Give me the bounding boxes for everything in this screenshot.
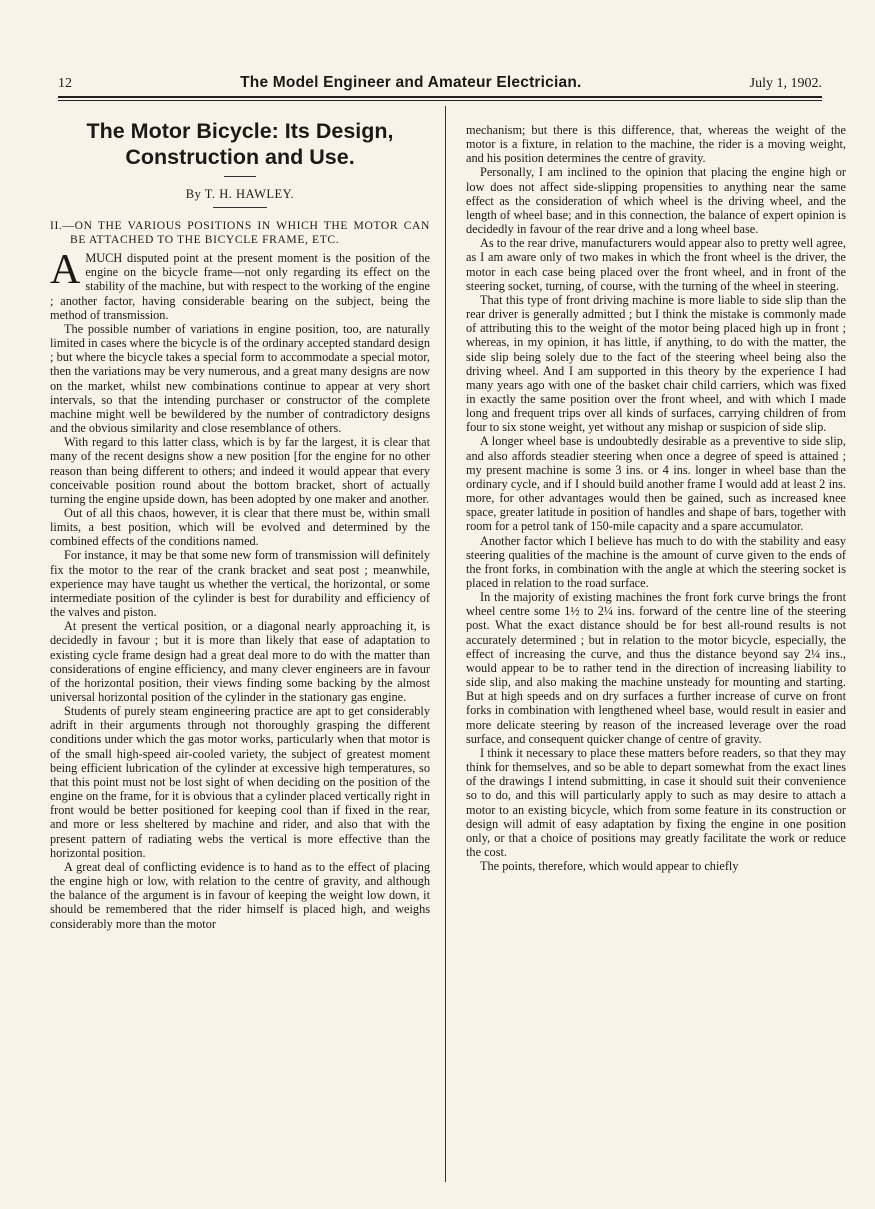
journal-title: The Model Engineer and Amateur Electrician. [240, 74, 582, 91]
byline: By T. H. HAWLEY. [185, 187, 295, 201]
page-number: 12 [58, 76, 72, 91]
paragraph: A longer wheel base is undoubtedly desirable as a preventive to side slip, and also affords steadier steering when once a degree of speed is attained ; my present machine is some 3 ins. or 4 ins. longer in wheel base than the ordinary cycle, and if I should build another frame I would add at least 2 ins. more, for other advantages would then be gained, such as increased knee space, greater latitude in position of handles and shape of bars, together with room for a petrol tank of 150-mile capacity and a spare accumulator. [466, 434, 846, 534]
paragraph: I think it necessary to place these matters before readers, so that they may think for themselves, and so be able to depart somewhat from the exact lines of the drawings I intend submitting, in case it should suit their convenience so to do, and this will particularly apply to such as may desire to attach a motor to an existing bicycle, which from some feature in its construction or design will admit of easy adaptation by fixing the engine in one position only, or that a choice of positions may greatly facilitate the work or reduce the cost. [466, 745, 846, 859]
paragraph: Another factor which I believe has much to do with the stability and easy steering qualities of the machine is the amount of curve given to the ends of the front forks, in combination with the angle at which the steering socket is placed in relation to the road surface. [466, 533, 846, 590]
header-rule-thick [58, 96, 822, 98]
paragraph: At present the vertical position, or a diagonal nearly approaching it, is decidedly in favour ; but it is more than likely that ease of adaptation to existing cycle frame design had a great deal more to do with the matter than considerations of engine efficiency, and many clever engineers are in favour of the horizontal position, their views finding some backing by the almost universal horizontal position of the cylinder in the stationary gas engine. [50, 619, 430, 704]
paragraph: For instance, it may be that some new form of transmission will definitely fix the motor to the rear of the crank bracket and seat post ; meanwhile, experience may have taught us whether the vertical, the horizontal, or some intermediate position of the cylinder is best for durability and efficiency of the valves and piston. [50, 548, 430, 620]
right-column [466, 123, 846, 873]
paragraph: The possible number of variations in engine position, too, are naturally limited in cases where the bicycle is of the ordinary accepted standard design ; but where the bicycle takes a special form to accommodate a special motor, then the variations may be very numerous, and a great many designs are now on the market, whilst new combinations continue to appear at very short intervals, so that the intending purchaser or constructor of the complete machine might well be bewildered by the number of contradictory designs and the obvious similarity and close resemblance of others. [50, 321, 430, 436]
first-paragraph-text: MUCH disputed point at the present moment is the position of the engine on the bicycle frame—not only regarding its effect on the stability of the machine, but with respect to the working of the engine ; another factor, having considerable bearing on the subject, being the method of transmission. [50, 251, 430, 322]
column-divider [445, 106, 446, 1182]
section-heading: II.—ON THE VARIOUS POSITIONS IN WHICH THE MOTOR CAN BE ATTACHED TO THE BICYCLE FRAME, ETC. [50, 219, 430, 247]
title-rule [224, 176, 256, 177]
running-header [58, 74, 822, 94]
issue-date: July 1, 1902. [749, 76, 822, 91]
paragraph: With regard to this latter class, which is by far the largest, it is clear that many of the recent designs show a new position [for the engine for no other reason than being different to others; and indeed it would appear that every conceivable position round about the bottom bracket, short of actually turning the engine upside down, has been adopted by one maker and another. [50, 435, 430, 506]
paragraph: In the majority of existing machines the front fork curve brings the front wheel centre some 1½ to 2¼ ins. forward of the centre line of the steering post. What the exact distance should be for best all-round results is not accurately determined ; but in relation to the motor bicycle, especially, the effect of increasing the curve, and thus the distance beyond say 2¼ ins., would appear to be to rather tend in the direction of increasing liability to side slip, and also making the machine unsteady for mounting and starting. But at high speeds and on dry surfaces a further increase of curve on front forks in combination with lengthened wheel base, would result in easier and more delicate steering by reason of the increased leverage over the road surface, and consequent quicker change of centre of gravity. [466, 590, 846, 746]
paragraph: Personally, I am inclined to the opinion that placing the engine high or low does not affect side-slipping propensities to anything near the same effect as the consideration of which wheel is the driving wheel, and the length of wheel base; and in this connection, the balance of expert opinion is decidedly in favour of the rear drive and a long wheel base. [466, 165, 846, 237]
header-rule-thin [58, 100, 822, 101]
article-title: The Motor Bicycle: Its Design, Construction and Use. [86, 119, 394, 169]
paragraph: The points, therefore, which would appear to chiefly [480, 859, 739, 874]
paragraph: Out of all this chaos, however, it is clear that there must be, within small limits, a best position, which will be evolved and determined by the combined effects of the conditions named. [50, 505, 430, 549]
paragraph: A great deal of conflicting evidence is to hand as to the effect of placing the engine high or low, with relation to the centre of gravity, and although the balance of the argument is in favour of keeping the weight low down, it should be remembered that the rider himself is placed high, and weighs considerably more than the motor [50, 859, 430, 931]
first-paragraph [50, 247, 430, 322]
paragraph: That this type of front driving machine is more liable to side slip than the rear driver is generally admitted ; but I think the mistake is commonly made of attributing this to the weight of the motor being placed high up in front ; whereas, in my opinion, it has little, if anything, to do with the matter, the side slip being solely due to the fact of the steering wheel being also the driving wheel. And I am supported in this theory by the experience I had many years ago with one of the basket chair child carriers, which was fixed in exactly the same position over the front wheel, and with which I made long and frequent trips over all kinds of surfaces, carrying children of from four to six stone weight, yet without any mishap or suspicion of side slip. [466, 292, 846, 435]
continued-paragraph: mechanism; but there is this difference, that, whereas the weight of the motor is a fixture, in relation to the machine, the rider is a moving weight, and his position determines the centre of gravity. [466, 123, 846, 166]
drop-cap: A [50, 247, 81, 294]
byline-rule [213, 207, 267, 208]
paragraph: As to the rear drive, manufacturers would appear also to pretty well agree, as I am aware only of two makes in which the front wheel is the driver, the motor in each case being placed over the front wheel, and in front of the steering socket, turning, of course, with the turning of the wheel in steering. [466, 236, 846, 293]
left-column [50, 112, 430, 931]
paragraph: Students of purely steam engineering practice are apt to get considerably adrift in their arguments through not thoroughly grasping the different conditions under which the gas motor works, particularly when that motor is of the small high-speed air-cooled variety, the subject of greatest moment being efficient lubrication of the cylinder at excessive high temperatures, so that this point must not be lost sight of when deciding on the position of the engine on the frame, for it is obvious that a cylinder placed vertically right in front would be better positioned for keeping cool than if fixed in the rear, and more or less sheltered by machine and rider, and also that with the present pattern of radiating webs the vertical is more effective than the horizontal position. [50, 704, 430, 860]
